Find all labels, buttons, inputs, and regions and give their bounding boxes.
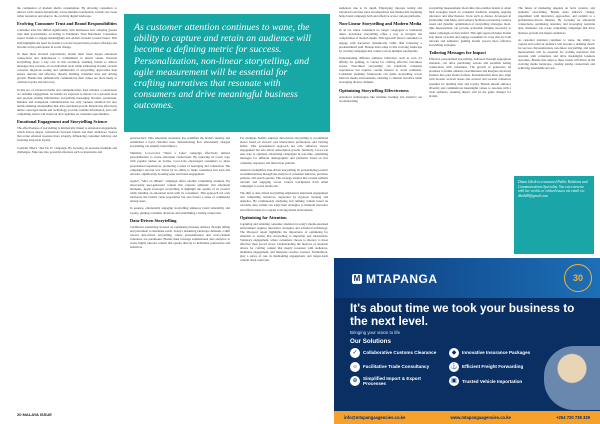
page-number: 20 MALAYA ISSUE xyxy=(17,412,52,417)
article-column-6 xyxy=(518,6,595,174)
ad-contact-bar xyxy=(334,411,600,424)
customs-icon: ✓ xyxy=(350,348,360,358)
paragraph: Traditional advertising focused on optimising message delivery through timing and placement to maximise reach. Today's marketing landscape demands a shift toward data-driven storytelling, where personalisation and cross-channel coherence are paramount. Brands must leverage sophisticated data analytics to create highly tailored content that speaks directly to individual preferences and behaviors. xyxy=(130,224,230,250)
brand-name: MTAPANGA xyxy=(366,272,438,286)
article-column-3 xyxy=(240,136,328,408)
paragraph: The future of marketing depends on bold, creative, and authentic storytelling. Brands must embrace change, experiment with innovative approaches, and commit to a performance-driven mindset. By focusing on emotional connections, optimising attention, and leveraging real-time data, marketers can create compelling campaigns that drive business growth and inspire audiences. xyxy=(518,6,595,35)
pull-quote: As customer attention continues to wane, the ability to capture and retain an audience will become a defining metric for success. Personalization, non-linear storytelling, and agile measurement will be essential for crafting narratives that resonate with consumers and drive meaningful business outcomes. xyxy=(124,14,330,132)
services-grid xyxy=(350,348,540,386)
article-column-1 xyxy=(17,6,117,406)
email-link[interactable]: info@mtapangaagencies.co.ke xyxy=(344,415,406,420)
paragraph: Capturing and retaining consumer attention in today's media-saturated environment requires innovative strategies and advanced technology. The iProspect report highlights the importance of optimizing for attention to ensure that storytelling is impactful and measurable. Voluntary engagement, where consumers choose to interact, is more effective than forced views. Understanding the nuances of attention allows for crafting content that deeply resonates with audiences, maintains engagement, and mitigates creative wearout. Furthermore, play a series of role in maintaining engagement, and longer-form content often captivates xyxy=(240,221,328,263)
paragraph: Effective personalized storytelling, delivered through appropriate channels, can drive purchasing actions and establish lasting connections with consumers. The growth of generative AI promises to further enhance customization and integrate advanced features into paid media formats. Personalization must also align with broader societal issues and societal and societal references essential for building trust and loyalty. Brands should embrace diversity and communicate meaningful values to resonate with a wide audience, ensuring impact will be the game changer for brands. xyxy=(429,56,511,98)
service-item: ▣ Trusted Vehicle Importation xyxy=(449,376,540,386)
section-heading: Optimizing Storytelling Effectiveness xyxy=(339,87,409,93)
article-column-5 xyxy=(429,6,511,254)
handshake-icon: ☼ xyxy=(350,362,360,372)
article-column-4 xyxy=(339,6,422,254)
section-heading: Non-Linear Storytelling and Modern Media xyxy=(339,21,422,27)
section-heading: Optimizing for Attention xyxy=(240,214,287,220)
service-item: ⚓ Efficient Freight Forwarding xyxy=(450,364,524,370)
paragraph: Similarly, Coca-Cola's "Share a Coke" campaign effectively utilised personalisation to create emotional connections. By replacing its iconic logo with popular names on bottles, Coca-Cola encouraged consumers to share personalised experiences, promoting a sense of belonging and connection. The campaign's success was driven by its ability to make consumers feel seen and relevant, significantly boosting sales and brand engagement. xyxy=(130,151,230,176)
paragraph: Apple's "Shot on iPhone" campaign offers another compelling example. By showcasing user-generated content that captures authentic and emotional moments, Apple leverages storytelling to highlight the quality of its product while building an emotional bond with its consumers. This approach not only reinforces the brand's value proposition but also fosters a sense of community among users. xyxy=(130,178,230,204)
service-item: ✓ Collaborative Customs Clearance xyxy=(350,348,441,358)
paragraph: Understanding different audience behaviors, such as Gen Z's affinity for gaming, is crucial for crafting effective non-linear stories. Non-linear storytelling can transform consumer experiences but requires careful balance to avoid confusion. Consistent planning frameworks can guide storytelling across intricate media environments, ensuring a coherent narrative while leveraging diverse channels. xyxy=(339,55,422,85)
paragraph: Consider Nike's "Just Do It" campaign. By focusing on personal triumphs and challenges, Nike taps into powerful emotions such as inspiration and xyxy=(17,145,117,154)
ad-headline: It's about time we took your business to the next level. xyxy=(350,301,575,328)
service-item: ◆ Innovative Insurance Packages xyxy=(449,348,540,358)
paragraph: The effectiveness of storytelling is intrinsically linked to emotional engagement, which fosters deeper connections between brands and their audiences. Stories that evoke emotion resonate more strongly, influencing consumer behavior and fostering long-term loyalty. xyxy=(17,126,117,143)
phone-number[interactable]: +254 720 738 329 xyxy=(556,415,590,420)
paragraph: As customer attention continues to wane, the ability to capture and retain an audience will become a defining metric for success. Personalization, non-linear storytelling, and agile measurement will be essential for crafting narratives that resonate with consumers and drive meaningful business outcomes. Brands that adapt to these trends will thrive in the evolving media landscape, creating lasting connections and achieving sustainable success. xyxy=(518,37,595,71)
ad-tagline: Bringing your vision to life xyxy=(350,330,401,335)
website-link[interactable]: www.mtapangaagencies.co.ke xyxy=(450,415,511,420)
ad-logo xyxy=(352,272,438,286)
ad-person-photo xyxy=(544,346,600,410)
section-heading: Tailoring Messages for Impact xyxy=(429,49,486,55)
paragraph: Advanced technologies like machine learning and analytics are revolutionizing xyxy=(339,94,422,103)
paragraph: perseverance. This emotional resonance has solidified the brand's identity and established a loyal customer base, demonstrating how emotionally charged storytelling can amplify brand impact. xyxy=(130,136,230,149)
paragraph: In essence, emotionally engaging storytelling enhances brand relatability and loyalty, guiding consumer decisions and establishing a lasting connection. xyxy=(130,206,230,215)
paragraph: Consumer trust has shifted significantly, with businesses now adopting greater trust than governments, according to Edelman's Trust Barometer. Consumers expect brands to engage meaningfully and address broader societal issues. This shift highlights the need for brands to evolve beyond mere product offerings and become active participants in social change. xyxy=(17,28,117,49)
service-item: ⊕ Simplified Import & Export Processes xyxy=(350,376,441,386)
globe-icon: ⊕ xyxy=(350,376,360,386)
solutions-title: Our Solutions xyxy=(350,338,391,345)
paragraph: storytelling measurement. Real-time data enables brands to adapt their strategies based on consumer feedback, ensuring ongoing relevance and effectiveness. Tools such as Alessa, developed in partnership with Meta, and Cannes's facilitate previewing creative assets and dynamic optimization of storytelling strategies. Real-time measurement can provide actionable insights necessary to adjust campaigns as they unfold. This agile approach helps brands stay ahead of trends and engage consumers in ways that are both relevant and authentic, guiding brands toward more effective storytelling strategies. xyxy=(429,6,511,47)
section-heading: Evolving Consumer Trust and Brand Responsibilities xyxy=(17,21,117,27)
paragraph: To meet these elevated expectations, brands must foster deeper emotional connections and demonstrate a commitment to shared values. Personal storytelling plays a key role in this evolution, enabling brands to deliver messages that resonate on an individual level while addressing broader societal concerns. Rigorous testing and optimisation of storytelling approaches help ensure relevant and effective, thereby building consumer trust and driving growth. Brands that authentically communicate their values are more likely to cultivate loyalty and advocacy. xyxy=(17,51,117,85)
car-icon: ▣ xyxy=(449,376,459,386)
paragraph: audiences due to its depth. Employing rigorous testing and advanced tools like sales decomposition and market mix modeling helps brand campaign both and effective across various platforms. xyxy=(339,6,422,19)
section-heading: Emotional Engagement and Storytelling Science xyxy=(17,119,108,125)
anniversary-badge: 30 xyxy=(564,264,592,292)
m-logo-icon: M xyxy=(353,274,361,283)
shield-icon: ◆ xyxy=(449,348,459,358)
paragraph: In this era of advanced media and communication, trust remains a cornerstone of consumer engagement. As brands are expected to interact on a personal level and provide reliable information, storytelling messaging becomes paramount. Reliable and transparent communication not only captures attention but also builds enduring relationships that drive sustained growth. Brands that effectively utilise converged media and technology, provide credible information, and craft compelling stories will stand out and capitalise on consumer opportunities. xyxy=(17,87,117,117)
article-column-2 xyxy=(130,136,230,408)
section-heading: Data-Driven Storytelling xyxy=(130,217,177,223)
ship-icon: ⚓ xyxy=(450,364,458,370)
paragraph: The shift to data-driven storytelling emphasizes emotional engagement and compelling narratives, supported by rigorous tracking and analytics. By continuously analyzing and refining content based on real-time data, brands can adapt their strategies to maintain relevance and effectiveness in a rapidly evolving media environment. xyxy=(240,191,328,212)
mtapanga-advertisement[interactable] xyxy=(334,258,600,424)
paragraph: the completion of modern media consumption. By allowing consumers to interact with content dynamically across multiple touchpoints, brands can create richer narratives and adapt to the evolving digital landscape. xyxy=(17,6,117,19)
service-item: ☼ Facilitative Trade Consultancy xyxy=(350,362,441,372)
paragraph: Amazon exemplifies data-driven storytelling by personalizing product recommendations through the analysis of consumer behavior, purchase patterns, and search queries. This strategy ensures that content remains relevant and engaging across various touchpoints from email campaigns to social media ads. xyxy=(240,167,328,189)
author-bio-box: Diana Ghrib is a seasoned Public Relations and Communications Specialist. You can converse with her on this or related issues via email on: dhrib89@gmail.com xyxy=(514,176,594,254)
paragraph: In an era where consumers no longer congregate at traditional times, non-linear storytelling offers a way to navigate the complexities of modern media. This approach allows consumers to engage with narratives dynamically rather than following a predetermined path. Brands must adapt to this evolving landscape by creating campaigns that connect across multiple touchpoints. xyxy=(339,28,422,53)
paragraph: For example, Netflix employs data-driven storytelling to recommend shows based on viewers' past interactions, preferences, and viewing habits. This personalized approach not only enhances viewer engagement but also drives subscription growth. Similarly, Coca-Cola uses data to optimize advertising campaigns in real-time, optimizing messages for different demographics and platforms based on live consumer responses and interaction patterns. xyxy=(240,136,328,165)
